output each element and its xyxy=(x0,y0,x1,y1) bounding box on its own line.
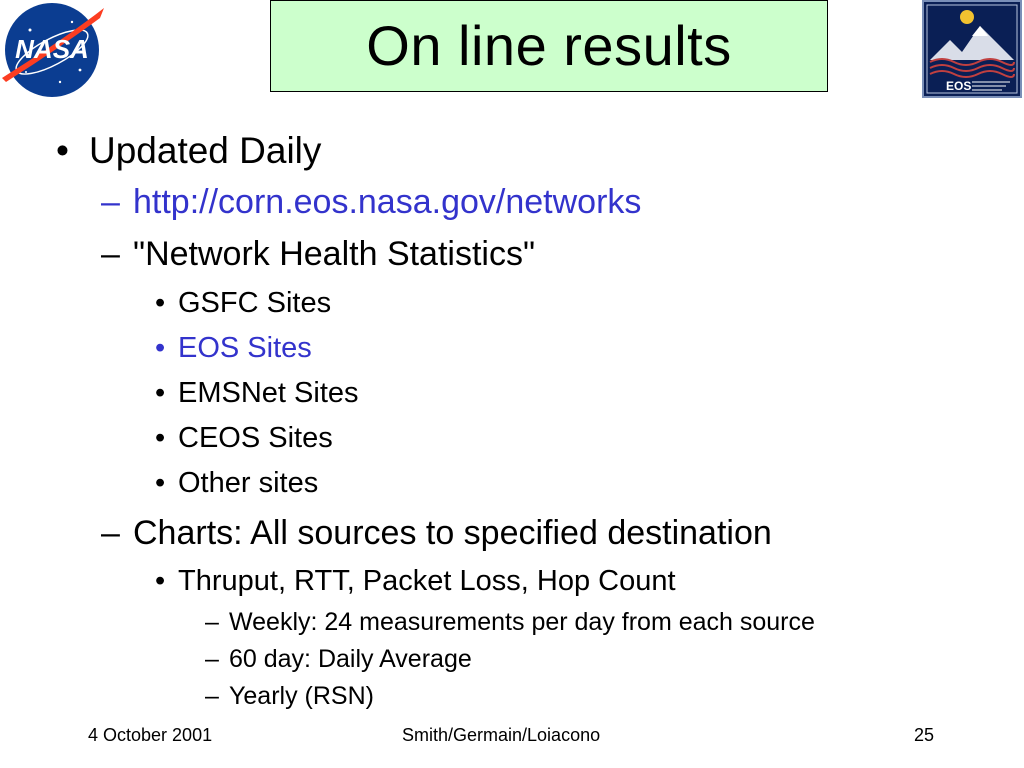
bullet-ceos-sites xyxy=(155,424,333,453)
dash-marker: – xyxy=(101,514,120,552)
bullet-text: "Network Health Statistics" xyxy=(133,235,536,273)
bullet-marker: • xyxy=(155,332,166,364)
slide-title: On line results xyxy=(366,14,732,77)
bullet-updated-daily xyxy=(56,132,321,169)
title-box xyxy=(270,0,828,92)
svg-text:EOS: EOS xyxy=(946,79,972,93)
bullet-text: GSFC Sites xyxy=(178,287,332,319)
dash-marker: – xyxy=(101,235,120,273)
footer-page-number: 25 xyxy=(914,725,935,745)
footer-date: 4 October 2001 xyxy=(88,725,213,745)
bullet-text: CEOS Sites xyxy=(178,422,333,454)
bullet-text: EMSNet Sites xyxy=(178,377,359,409)
bullet-text: Yearly (RSN) xyxy=(229,682,374,710)
bullet-marker: • xyxy=(155,565,166,597)
bullet-text: Thruput, RTT, Packet Loss, Hop Count xyxy=(178,565,676,597)
dash-marker: – xyxy=(205,645,219,673)
footer-authors: Smith/Germain/Loiacono xyxy=(402,725,601,745)
dash-marker: – xyxy=(205,608,219,636)
bullet-text: Updated Daily xyxy=(89,130,322,171)
bullet-gsfc-sites xyxy=(155,289,331,318)
bullet-charts xyxy=(101,516,772,550)
nasa-logo-icon xyxy=(0,0,104,100)
bullet-network-health-statistics xyxy=(101,237,535,271)
link-networks-url[interactable] xyxy=(101,185,641,219)
bullet-text: Weekly: 24 measurements per day from each source xyxy=(229,608,815,636)
bullet-text: 60 day: Daily Average xyxy=(229,645,472,673)
link-eos-sites[interactable] xyxy=(155,334,312,363)
bullet-weekly xyxy=(205,610,815,635)
bullet-marker: • xyxy=(56,130,69,171)
bullet-other-sites xyxy=(155,469,318,498)
bullet-marker: • xyxy=(155,377,166,409)
bullet-text: Other sites xyxy=(178,467,319,499)
dash-marker: – xyxy=(101,183,120,221)
eos-logo-icon xyxy=(922,0,1022,98)
dash-marker: – xyxy=(205,682,219,710)
bullet-marker: • xyxy=(155,287,166,319)
bullet-metrics xyxy=(155,567,676,596)
link-text[interactable]: EOS Sites xyxy=(178,332,312,364)
bullet-text: Charts: All sources to specified destination xyxy=(133,514,772,552)
bullet-marker: • xyxy=(155,467,166,499)
link-text[interactable]: http://corn.eos.nasa.gov/networks xyxy=(133,183,642,221)
bullet-yearly xyxy=(205,684,374,709)
svg-text:NASA: NASA xyxy=(15,34,89,64)
bullet-marker: • xyxy=(155,422,166,454)
bullet-60-day xyxy=(205,647,472,672)
bullet-emsnet-sites xyxy=(155,379,359,408)
